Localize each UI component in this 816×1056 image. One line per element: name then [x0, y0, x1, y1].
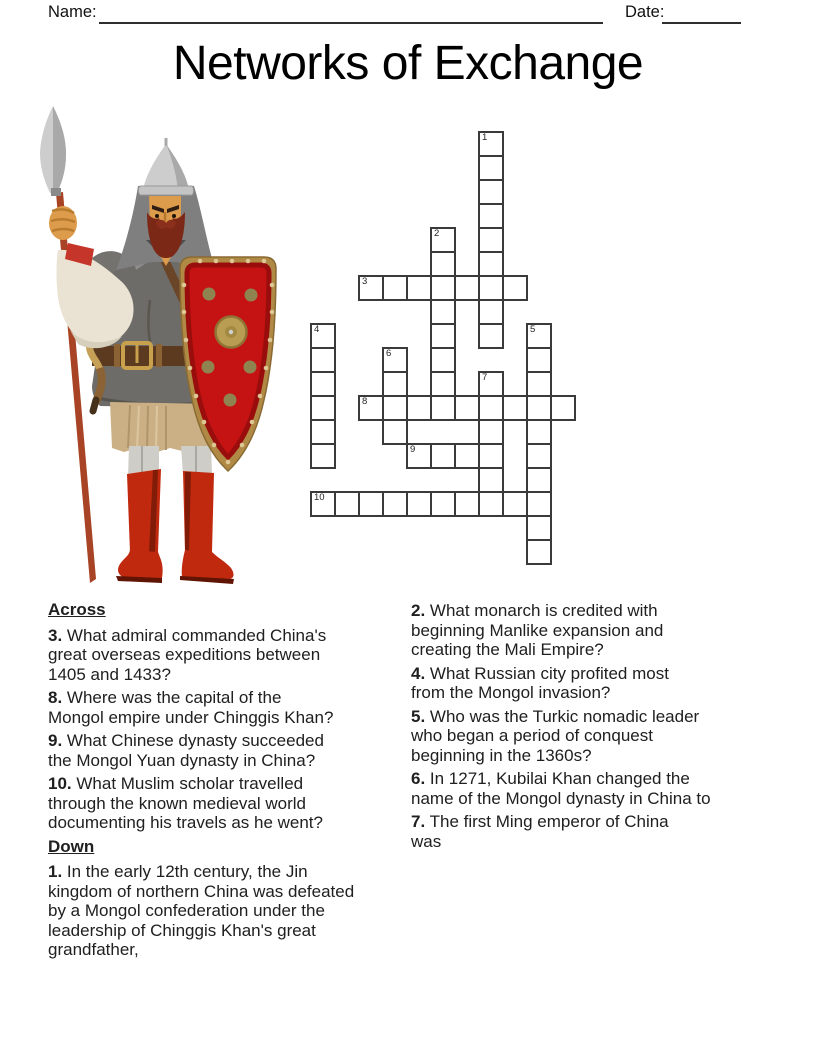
grid-cell — [502, 395, 528, 421]
grid-cell — [310, 443, 336, 469]
grid-cell — [526, 515, 552, 541]
grid-cell — [382, 419, 408, 445]
clue-number: 4. — [411, 663, 426, 683]
grid-cell — [526, 467, 552, 493]
clue-line: 7. The first Ming emperor of China — [411, 812, 669, 831]
grid-cell — [310, 323, 336, 349]
across-heading: Across — [48, 600, 106, 619]
grid-cell — [430, 251, 456, 277]
clue-2 — [411, 601, 806, 660]
clue-9 — [48, 731, 413, 770]
grid-cell-number: 3 — [362, 276, 368, 287]
clue-line: creating the Mali Empire? — [411, 640, 604, 659]
grid-cell — [382, 371, 408, 397]
clue-line: beginning in the 1360s? — [411, 745, 592, 765]
grid-cell-number: 6 — [386, 348, 392, 359]
grid-cell — [358, 491, 384, 517]
clue-number: 10. — [48, 774, 72, 793]
grid-cell — [478, 131, 504, 157]
grid-cell — [478, 251, 504, 277]
grid-cell — [526, 443, 552, 469]
clue-line: 1. In the early 12th century, the Jin — [48, 862, 308, 881]
grid-cell — [478, 179, 504, 205]
clue-number: 7. — [411, 812, 426, 831]
clue-4 — [411, 664, 806, 703]
clue-line: 8. Where was the capital of the — [48, 688, 282, 707]
grid-cell-number: 7 — [482, 372, 488, 383]
grid-cell — [382, 275, 408, 301]
grid-cell — [310, 395, 336, 421]
grid-cell — [478, 275, 504, 301]
grid-cell — [430, 299, 456, 325]
clue-number: 6. — [411, 769, 426, 788]
grid-cell — [430, 491, 456, 517]
clue-number: 1. — [48, 862, 63, 881]
grid-cell — [454, 395, 480, 421]
grid-cell — [526, 323, 552, 349]
grid-cell — [382, 491, 408, 517]
grid-cell — [478, 323, 504, 349]
across-clues — [48, 626, 413, 833]
clue-line: 9. What Chinese dynasty succeeded — [48, 731, 324, 750]
clue-line: Mongol empire under Chinggis Khan? — [48, 707, 334, 727]
grid-cell — [478, 443, 504, 469]
clue-number: 9. — [48, 731, 63, 750]
clue-number: 5. — [411, 706, 426, 726]
grid-cell — [526, 395, 552, 421]
down-clues-right — [411, 601, 806, 851]
grid-cell — [502, 491, 528, 517]
down-heading: Down — [48, 836, 95, 856]
grid-cell — [478, 299, 504, 325]
grid-cell — [454, 443, 480, 469]
clue-line: leadership of Chinggis Khan's great — [48, 920, 316, 940]
clue-line: documenting his travels as he went? — [48, 813, 323, 832]
grid-cell — [478, 467, 504, 493]
grid-cell — [526, 419, 552, 445]
clue-line: great overseas expeditions between — [48, 645, 321, 664]
clue-line: 5. Who was the Turkic nomadic leader — [411, 706, 700, 726]
grid-cell — [478, 203, 504, 229]
grid-cell — [382, 347, 408, 373]
clue-8 — [48, 688, 413, 727]
grid-cell — [478, 371, 504, 397]
grid-cell — [478, 227, 504, 253]
clue-line: 4. What Russian city profited most — [411, 663, 669, 683]
grid-cell — [430, 227, 456, 253]
grid-cell — [310, 371, 336, 397]
grid-cell — [406, 491, 432, 517]
grid-cell — [406, 395, 432, 421]
grid-cell-number: 5 — [530, 324, 536, 335]
clue-line: name of the Mongol dynasty in China to — [411, 788, 711, 808]
down-clues-left — [48, 862, 413, 960]
clue-line: through the known medieval world — [48, 793, 306, 813]
clue-line: 3. What admiral commanded China's — [48, 625, 327, 645]
clue-3 — [48, 626, 413, 685]
grid-cell-number: 8 — [362, 396, 368, 407]
grid-cell — [310, 491, 336, 517]
grid-cell-number: 9 — [410, 444, 416, 455]
clue-line: who began a period of conquest — [411, 726, 653, 745]
grid-cell — [526, 347, 552, 373]
clue-number: 2. — [411, 601, 426, 620]
grid-cell — [478, 491, 504, 517]
page-title: Networks of Exchange — [172, 37, 644, 90]
grid-cell — [454, 491, 480, 517]
clue-line: 2. What monarch is credited with — [411, 601, 658, 620]
grid-cell — [550, 395, 576, 421]
name-label: Name: — [48, 3, 97, 21]
grid-cell — [358, 275, 384, 301]
grid-cell-number: 1 — [482, 132, 488, 143]
grid-cell — [430, 371, 456, 397]
grid-cell — [334, 491, 360, 517]
clue-5 — [411, 707, 806, 766]
clue-line: 10. What Muslim scholar travelled — [48, 774, 304, 793]
grid-cell — [406, 275, 432, 301]
clue-number: 8. — [48, 688, 63, 707]
date-label: Date: — [625, 3, 665, 21]
clue-line: 1405 and 1433? — [48, 664, 171, 684]
grid-cell — [310, 419, 336, 445]
grid-cell — [526, 491, 552, 517]
clue-line: by a Mongol confederation under the — [48, 901, 325, 920]
clues-left-column — [48, 600, 413, 964]
clue-7 — [411, 812, 806, 851]
grid-cell — [430, 443, 456, 469]
grid-cell — [358, 395, 384, 421]
grid-cell — [406, 443, 432, 469]
grid-cell — [430, 347, 456, 373]
grid-cell — [526, 539, 552, 565]
grid-cell — [478, 395, 504, 421]
grid-cell — [430, 395, 456, 421]
grid-cell-number: 4 — [314, 324, 320, 335]
grid-cell — [430, 275, 456, 301]
clue-line: from the Mongol invasion? — [411, 683, 611, 702]
clue-line: the Mongol Yuan dynasty in China? — [48, 750, 316, 770]
grid-cell — [526, 371, 552, 397]
grid-cell — [382, 395, 408, 421]
clue-10 — [48, 774, 413, 833]
grid-cell — [478, 419, 504, 445]
clue-line: beginning Manlike expansion and — [411, 620, 664, 640]
grid-cell — [478, 155, 504, 181]
grid-cell — [502, 275, 528, 301]
clue-number: 3. — [48, 625, 63, 645]
clue-6 — [411, 769, 806, 808]
grid-cell-number: 2 — [434, 228, 440, 239]
clue-line: kingdom of northern China was defeated — [48, 881, 355, 901]
clue-line: was — [411, 831, 442, 851]
clue-line: grandfather, — [48, 940, 139, 959]
clues-right-column — [411, 601, 806, 855]
clue-1 — [48, 862, 413, 960]
grid-cell — [430, 323, 456, 349]
grid-cell — [310, 347, 336, 373]
grid-cell — [454, 275, 480, 301]
clue-line: 6. In 1271, Kubilai Khan changed the — [411, 769, 690, 788]
grid-cell-number: 10 — [314, 492, 325, 503]
